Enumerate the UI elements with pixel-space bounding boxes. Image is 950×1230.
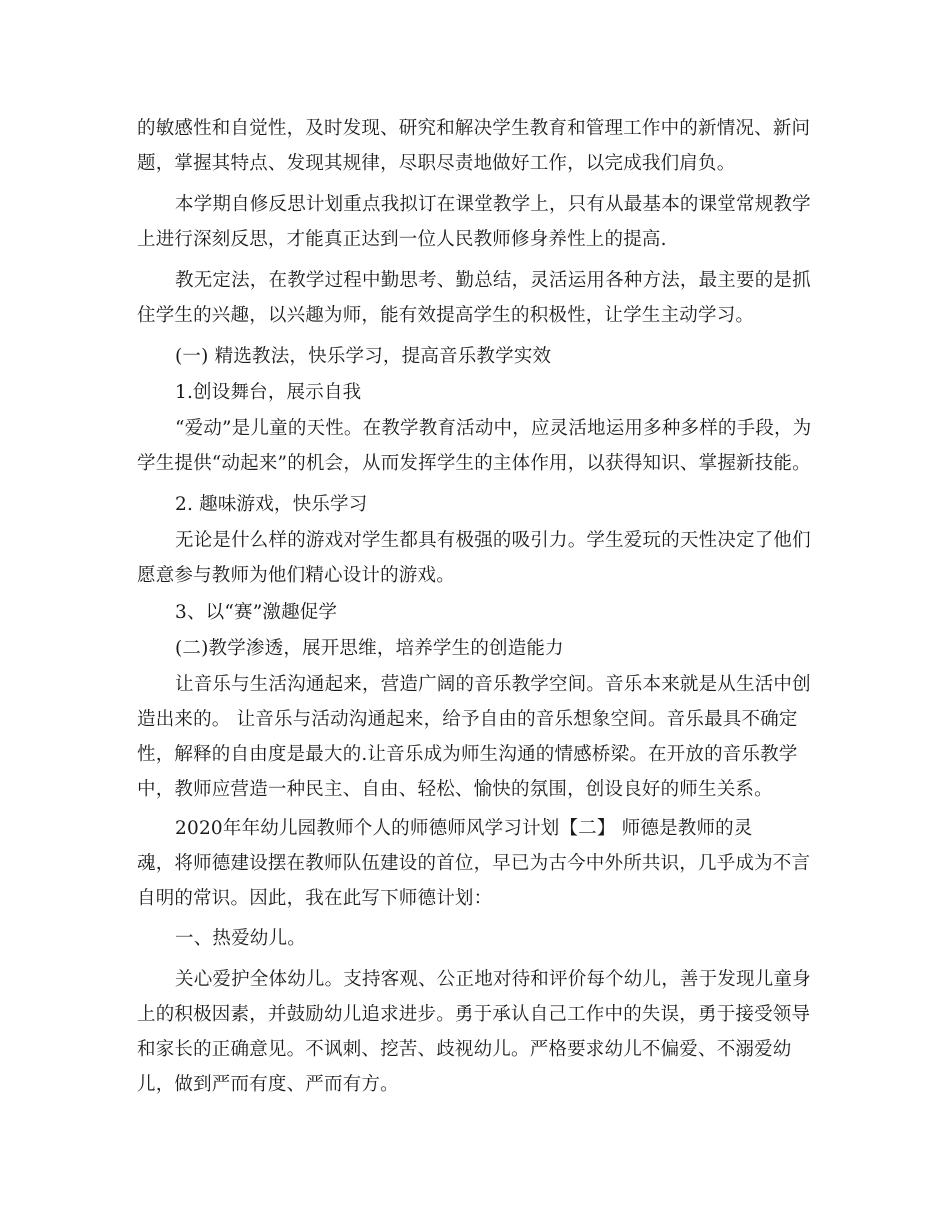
text-line: 中，教师应营造一种民主、自由、轻松、愉快的氛围，创设良好的师生关系。: [137, 779, 773, 800]
section-heading: (一) 精选教法，快乐学习，提高音乐教学实效: [175, 346, 552, 367]
text-line: 和家长的正确意见。不讽刺、挖苦、歧视幼儿。严格要求幼儿不偏爱、不溺爱幼: [137, 1039, 792, 1060]
subsection-heading: 2. 趣味游戏，快乐学习: [175, 494, 368, 515]
section-heading: (二)教学渗透，展开思维，培养学生的创造能力: [175, 638, 564, 659]
text-line: 关心爱护全体幼儿。支持客观、公正地对待和评价每个幼儿，善于发现儿童身: [175, 969, 811, 990]
text-line: 愿意参与教师为他们精心设计的游戏。: [137, 565, 455, 586]
text-line: 教无定法，在教学过程中勤思考、勤总结，灵活运用各种方法，最主要的是抓: [175, 270, 811, 291]
text-line: 题，掌握其特点、发现其规律，尽职尽责地做好工作，以完成我们肩负。: [137, 153, 736, 174]
text-line: 魂，将师德建设摆在教师队伍建设的首位，早已为古今中外所共识，几乎成为不言: [137, 853, 811, 874]
subsection-heading: 3、以“赛”激趣促学: [175, 602, 338, 623]
text-line: “爱动”是儿童的天性。在教学教育活动中，应灵活地运用多种多样的手段，为: [175, 418, 812, 439]
text-line: 自明的常识。因此，我在此写下师德计划：: [137, 888, 493, 909]
text-line: 住学生的兴趣，以兴趣为师，能有效提高学生的积极性，让学生主动学习。: [137, 305, 755, 326]
text-line: 性，解释的自由度是最大的.让音乐成为师生沟通的情感桥梁。在开放的音乐教学: [137, 744, 798, 765]
text-line: 学生提供“动起来”的机会，从而发挥学生的主体作用，以获得知识、掌握新技能。: [137, 453, 811, 474]
section-heading: 一、热爱幼儿。: [175, 928, 306, 949]
text-line: 儿，做到严而有度、严而有方。: [137, 1074, 399, 1095]
text-line: 2020年年幼儿园教师个人的师德师风学习计划【二】 师德是教师的灵: [175, 818, 753, 839]
text-line: 上进行深刻反思，才能真正达到一位人民教师修身养性上的提高.: [137, 229, 667, 250]
text-line: 本学期自修反思计划重点我拟订在课堂教学上，只有从最基本的课堂常规教学: [175, 194, 811, 215]
text-line: 上的积极因素，并鼓励幼儿追求进步。勇于承认自己工作中的失误，勇于接受领导: [137, 1004, 811, 1025]
text-line: 造出来的。 让音乐与活动沟通起来，给予自由的音乐想象空间。音乐最具不确定: [137, 709, 798, 730]
text-line: 的敏感性和自觉性，及时发现、研究和解决学生教育和管理工作中的新情况、新问: [137, 118, 811, 139]
text-line: 无论是什么样的游戏对学生都具有极强的吸引力。学生爱玩的天性决定了他们: [175, 530, 811, 551]
subsection-heading: 1.创设舞台，展示自我: [175, 382, 362, 403]
text-line: 让音乐与生活沟通起来，营造广阔的音乐教学空间。音乐本来就是从生活中创: [175, 674, 811, 695]
